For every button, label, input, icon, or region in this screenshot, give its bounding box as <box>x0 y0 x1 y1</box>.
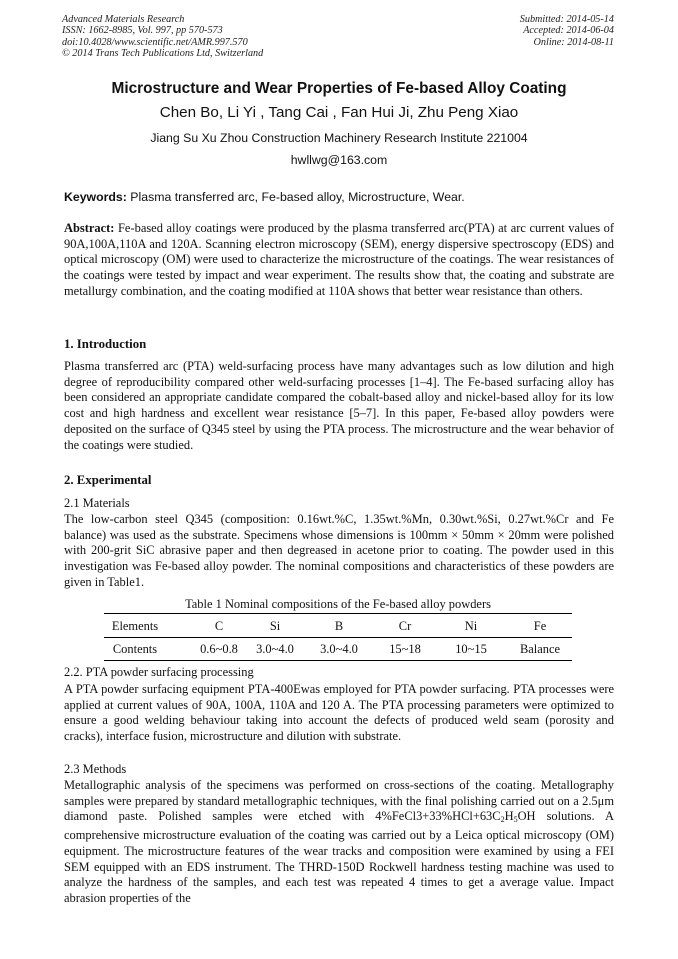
keywords <box>64 190 616 204</box>
table-cell: 10~15 <box>455 642 487 656</box>
journal-header-right <box>520 14 614 48</box>
online-date: Online: 2014-08-11 <box>533 36 614 48</box>
subsection-heading-methods: 2.3 Methods <box>64 762 127 776</box>
author-list: Chen Bo, Li Yi , Tang Cai , Fan Hui Ji, Zhu Peng Xiao <box>159 104 519 121</box>
submitted-date: Submitted: 2014-05-14 <box>519 14 614 25</box>
table-cell: 3.0~4.0 <box>256 642 294 656</box>
table-cell: 15~18 <box>389 642 421 656</box>
table-header-cell: B <box>334 619 344 633</box>
section-heading-experimental: 2. Experimental <box>64 473 152 487</box>
methods-text-a: Metallographic analysis of the specimens was performed on cross-sections of the coating. Metallography samples were prepared by standard metallographic techniques, with the final polishing carried out on a 2.5μm diamond paste. Polished samples were etched with 4%FeCl3+33%HCl+63C <box>64 778 614 824</box>
copyright-line: © 2014 Trans Tech Publications Ltd, Switzerland <box>62 47 264 59</box>
table-header-cell: Ni <box>464 619 478 633</box>
abstract-label: Abstract: <box>64 221 115 235</box>
table-top-rule <box>104 613 572 614</box>
table-bottom-rule <box>104 660 572 661</box>
abstract <box>64 221 614 300</box>
doi-line: doi:10.4028/www.scientific.net/AMR.997.570 <box>62 36 248 48</box>
materials-text: The low-carbon steel Q345 (composition: 0.16wt.%C, 1.35wt.%Mn, 0.30wt.%Si, 0.27wt.%Cr and Fe balance) was used as the substrate. Specimens whose dimensions is 100mm × 50mm × 20mm were polished with 200-grit SiC abrasive paper and then degreased in acetone prior to coating. The powder used in this investigation was Fe-based alloy powder. The nominal compositions and characteristics of these powders are given in Table1. <box>64 512 614 589</box>
table-cell: Contents <box>112 642 158 656</box>
subsection-heading-pta: 2.2. PTA powder surfacing processing <box>64 665 254 679</box>
keywords-label: Keywords: <box>64 190 127 204</box>
journal-header-left <box>62 14 263 59</box>
abstract-text: Fe-based alloy coatings were produced by the plasma transferred arc(PTA) at arc current values of 90A,100A,110A and 120A. Scanning electron microscopy (SEM), energy dispersive spectroscopy (EDS) and optical microscopy (OM) were used to characterize the microstructure of the coatings. The wear resistances of the coatings were tested by impact and wear experiment. The results show that, the coating and substrate are metallurgy combination, and the coating modified at 110A shows that better wear resistance than others. <box>64 221 614 298</box>
issn-line: ISSN: 1662-8985, Vol. 997, pp 570-573 <box>62 25 223 37</box>
methods-text-b: H <box>504 809 514 824</box>
table-cell: 3.0~4.0 <box>320 642 358 656</box>
subscript-5: 5 <box>513 815 518 825</box>
subscript-2: 2 <box>500 815 505 825</box>
journal-name: Advanced Materials Research <box>62 14 185 25</box>
table-cell: 0.6~0.8 <box>200 642 238 656</box>
table-header-cell: Si <box>269 619 281 633</box>
subsection-heading-materials: 2.1 Materials <box>64 496 130 510</box>
table-cell: Balance <box>519 642 561 656</box>
section-heading-introduction: 1. Introduction <box>64 337 147 351</box>
methods-text-c: OH solutions. A comprehensive microstructure evaluation of the coating was carried out by a Leica optical microscopy (OM) equipment. The microstructure features of the wear tracks and composition were examined by using a FEI SEM equipped with an EDS instrument. The THRD-150D Rockwell hardness testing machine was used to analyze the hardness of the samples, and each test was repeated 4 times to get a average value. Impact abrasion properties of the <box>64 809 614 905</box>
pta-text: A PTA powder surfacing equipment PTA-400Ewas employed for PTA powder surfacing. PTA processes were applied at current values of 90A, 100A, 110A and 120 A. The PTA processing parameters were optimized to ensure a good welding behaviour taking into account the defects of produced weld seam (porosity and cracks), interface fusion, microstructure and dilution with substrate. <box>64 682 614 744</box>
author-email: hwllwg@163.com <box>290 153 388 167</box>
table-mid-rule <box>104 637 572 638</box>
affiliation: Jiang Su Xu Zhou Construction Machinery Research Institute 221004 <box>150 131 528 145</box>
table-header-cell: Fe <box>533 619 547 633</box>
methods-paragraph <box>64 778 614 907</box>
introduction-text: Plasma transferred arc (PTA) weld-surfacing process have many advantages such as low dilution and high degree of reproducibility compared other weld-surfacing processes [1–4]. The Fe-based surfacing alloy has been considered an appropriate candidate compared the cobalt-based alloy and nickel-based alloy for its low cost and high hardness and excellent wear resistance [5–7]. In this paper, Fe-based alloy powders were deposited on the surface of Q345 steel by using the PTA process. The microstructure and the wear behavior of the coatings were studied. <box>64 359 614 452</box>
keywords-text: Plasma transferred arc, Fe-based alloy, Microstructure, Wear. <box>126 190 465 204</box>
table-caption: Table 1 Nominal compositions of the Fe-based alloy powders <box>185 597 491 611</box>
introduction-paragraph <box>64 359 614 453</box>
materials-paragraph <box>64 512 614 591</box>
accepted-date: Accepted: 2014-06-04 <box>523 25 614 37</box>
table-header-cell: Cr <box>398 619 412 633</box>
pta-paragraph <box>64 682 614 745</box>
paper-title: Microstructure and Wear Properties of Fe-based Alloy Coating <box>111 80 567 97</box>
table-header-cell: Elements <box>111 619 159 633</box>
table-header-cell: C <box>214 619 224 633</box>
